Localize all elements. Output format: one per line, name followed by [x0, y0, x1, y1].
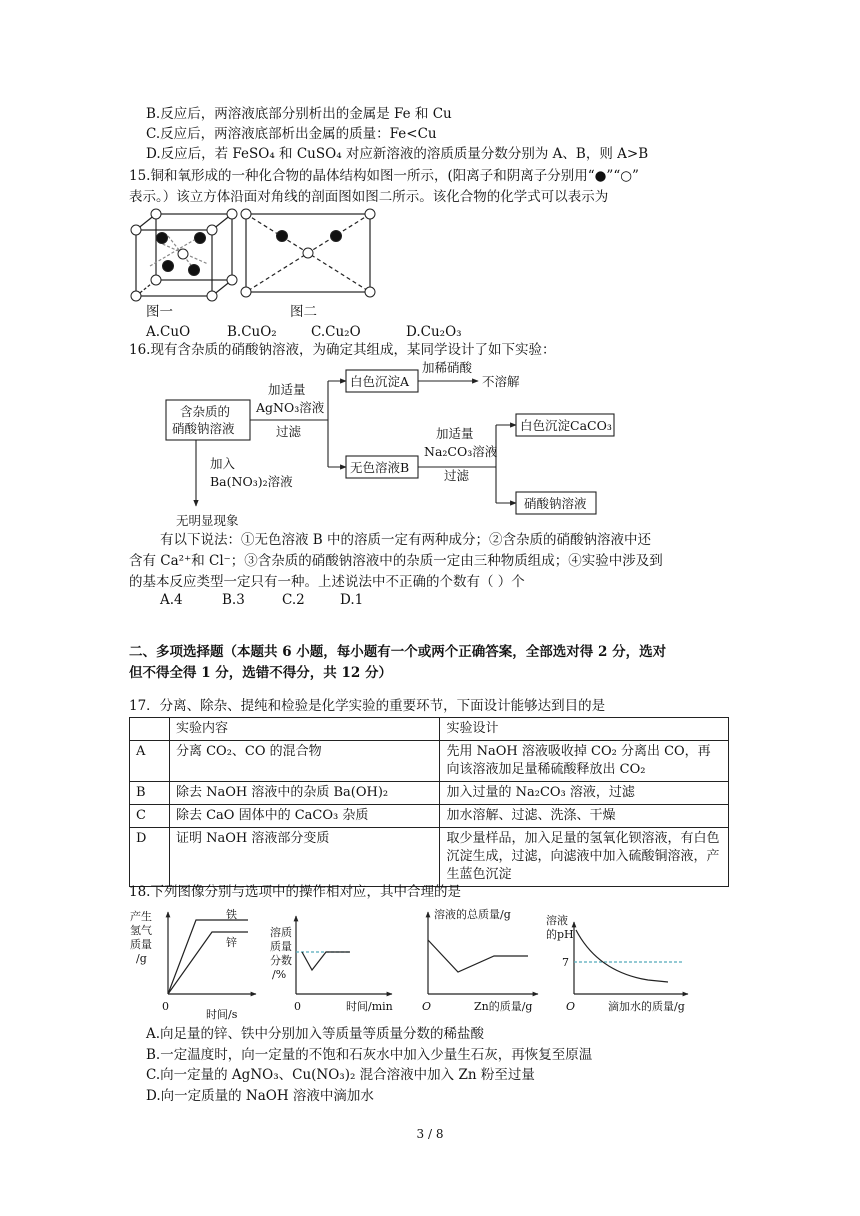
table-cell: 除去 CaO 固体中的 CaCO₃ 杂质: [169, 805, 440, 828]
table-header-cell: [130, 718, 170, 741]
table-row: [130, 782, 729, 805]
flow-start-line1: 含杂质的: [180, 404, 231, 419]
section-two-heading-line2: 但不得全得 1 分，选错不得分，共 12 分）: [129, 665, 392, 681]
flow-add-hno3: 加稀硝酸: [422, 360, 473, 375]
q16-option-c: C.2: [282, 592, 305, 608]
q16-flowchart: [160, 356, 630, 531]
q16-statement-line2: 含有 Ca²⁺和 Cl⁻；③含杂质的硝酸钠溶液中的杂质一定由三种物质组成；④实验中涉及到: [129, 553, 663, 569]
graph-three-xlabel: Zn的质量/g: [474, 1000, 533, 1013]
table-row: [130, 741, 729, 782]
graph-one-ylabel-4: /g: [136, 952, 147, 965]
graph-two-curve: [302, 952, 350, 970]
graph-one-ylabel-3: 质量: [130, 938, 152, 951]
graph-four-origin: O: [566, 1000, 576, 1013]
q18-stem: 18.下列图像分别与选项中的操作相对应，其中合理的是: [129, 884, 461, 900]
flow-nano3-solution: 硝酸钠溶液: [524, 496, 587, 511]
graph-two-xlabel: 时间/min: [346, 1000, 393, 1013]
q16-stem: 16.现有含杂质的硝酸钠溶液，为确定其组成，某同学设计了如下实验：: [129, 342, 556, 358]
graph-one-xlabel: 时间/s: [206, 1008, 238, 1021]
flow-reagent1-line1: 加适量: [268, 382, 306, 397]
flow-white-ppt-caco3: 白色沉淀CaCO₃: [520, 418, 612, 433]
table-header-cell: 实验设计: [440, 718, 729, 741]
flow-no-phenomenon: 无明显现象: [176, 513, 239, 528]
table-header-row: [130, 718, 729, 741]
q16-option-d: D.1: [340, 592, 364, 608]
q15-option-a: A.CuO: [146, 324, 191, 340]
q15-option-d: D.Cu₂O₃: [406, 324, 462, 340]
flow-reagent3-line2: Ba(NO₃)₂溶液: [210, 474, 293, 489]
q16-option-a: A.4: [160, 592, 183, 608]
section-two-heading-line1: 二、多项选择题（本题共 6 小题，每小题有一个或两个正确答案，全部选对得 2 分，选对: [129, 644, 667, 660]
q18-option-c: C.向一定量的 AgNO₃、Cu(NO₃)₂ 混合溶液中加入 Zn 粉至过量: [146, 1067, 535, 1083]
q15-option-b: B.CuO₂: [227, 324, 277, 340]
q18-option-d: D.向一定质量的 NaOH 溶液中滴加水: [146, 1088, 374, 1104]
graph-four-ylabel-2: 的pH: [546, 928, 574, 941]
q15-option-c: C.Cu₂O: [311, 324, 361, 340]
table-cell: 加水溶解、过滤、洗涤、干燥: [440, 805, 729, 828]
table-cell: C: [130, 805, 170, 828]
q16-option-b: B.3: [222, 592, 245, 608]
graph-two-origin: 0: [294, 1000, 301, 1013]
graph-four-ylabel-1: 溶液: [546, 914, 568, 927]
q14-option-d: D.反应后，若 FeSO₄ 和 CuSO₄ 对应新溶液的溶质质量分数分别为 A、B，则 A>B: [146, 146, 649, 162]
q15-figure-two-label: 图二: [290, 304, 317, 320]
q14-option-b: B.反应后，两溶液底部分别析出的金属是 Fe 和 Cu: [146, 106, 452, 122]
table-cell: 取少量样品，加入足量的氢氧化钡溶液，有白色沉淀生成，过滤，向滤液中加入硫酸铜溶液，产生蓝色沉淀: [440, 828, 729, 887]
page-number: 3 / 8: [416, 1127, 444, 1141]
graph-two-ylabel-3: 分数: [270, 954, 292, 967]
q17-stem: 17．分离、除杂、提纯和检验是化学实验的重要环节，下面设计能够达到目的是: [129, 698, 606, 714]
graph-four-xlabel: 滴加水的质量/g: [608, 1000, 685, 1013]
flow-insoluble: 不溶解: [482, 374, 520, 389]
graph-one-ylabel-1: 产生: [130, 910, 152, 923]
table-row: [130, 828, 729, 887]
flow-reagent2-line3: 过滤: [444, 468, 470, 483]
figure-two-atoms: [241, 209, 375, 297]
flow-reagent2-line1: 加适量: [436, 426, 474, 441]
graph-four: [574, 922, 688, 994]
graph-one: [168, 912, 256, 994]
table-cell: 分离 CO₂、CO 的混合物: [169, 741, 440, 782]
table-cell: 先用 NaOH 溶液吸收掉 CO₂ 分离出 CO，再向该溶液加足量稀硫酸释放出 CO₂: [440, 741, 729, 782]
q18-option-a: A.向足量的锌、铁中分别加入等质量等质量分数的稀盐酸: [146, 1026, 485, 1042]
q16-statement-line1: 有以下说法：①无色溶液 B 中的溶质一定有两种成分；②含杂质的硝酸钠溶液中还: [160, 532, 652, 548]
flow-reagent1-line2: AgNO₃溶液: [256, 400, 325, 415]
graph-four-curve: [576, 930, 668, 982]
table-cell: 证明 NaOH 溶液部分变质: [169, 828, 440, 887]
graph-one-zinc-label: 锌: [226, 936, 237, 949]
graph-one-iron-label: 铁: [226, 908, 237, 921]
graph-two-ylabel-1: 溶质: [270, 926, 292, 939]
graph-one-ylabel-2: 氢气: [130, 924, 152, 937]
flow-reagent1-line3: 过滤: [276, 424, 302, 439]
graph-three: [428, 912, 538, 994]
graph-three-curve: [428, 940, 528, 972]
graph-one-iron-curve: [168, 920, 248, 994]
flow-colorless-b: 无色溶液B: [350, 460, 410, 475]
table-cell: A: [130, 741, 170, 782]
table-cell: D: [130, 828, 170, 887]
table-cell: 加入过量的 Na₂CO₃ 溶液，过滤: [440, 782, 729, 805]
graph-two-ylabel-4: /%: [272, 968, 287, 981]
graph-one-origin: 0: [162, 1000, 169, 1013]
graph-two-ylabel-2: 质量: [270, 940, 292, 953]
flow-reagent3-line1: 加入: [210, 456, 236, 471]
flow-white-ppt-a: 白色沉淀A: [350, 374, 410, 389]
q15-figure-one-label: 图一: [146, 304, 173, 320]
table-row: [130, 805, 729, 828]
flow-reagent2-line2: Na₂CO₃溶液: [424, 444, 498, 459]
table-cell: 除去 NaOH 溶液中的杂质 Ba(OH)₂: [169, 782, 440, 805]
graph-three-ylabel: 溶液的总质量/g: [434, 908, 511, 921]
q15-stem-line1: 15.铜和氧形成的一种化合物的晶体结构如图一所示，(阳离子和阴离子分别用“●”“○”: [129, 168, 639, 184]
table-cell: B: [130, 782, 170, 805]
q18-option-b: B.一定温度时，向一定量的不饱和石灰水中加入少量生石灰，再恢复至原温: [146, 1047, 593, 1063]
graph-two: [296, 916, 392, 994]
graph-four-ph7: 7: [562, 956, 569, 969]
q14-option-c: C.反应后，两溶液底部析出金属的质量：Fe<Cu: [146, 126, 437, 142]
q16-statement-line3: 的基本反应类型一定只有一种。上述说法中不正确的个数有（ ）个: [129, 574, 525, 590]
q18-graphs: [128, 906, 708, 1021]
graph-three-origin: O: [422, 1000, 432, 1013]
table-header-cell: 实验内容: [169, 718, 440, 741]
q15-stem-line2: 表示。）该立方体沿面对角线的剖面图如图二所示。该化合物的化学式可以表示为: [129, 189, 609, 205]
q17-table: [129, 717, 729, 887]
flow-start-line2: 硝酸钠溶液: [172, 421, 235, 436]
